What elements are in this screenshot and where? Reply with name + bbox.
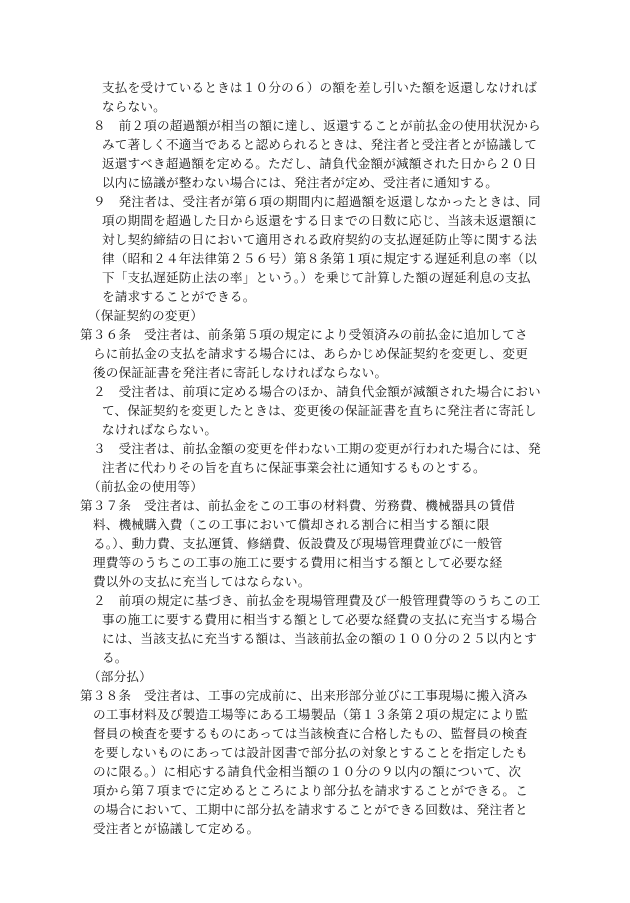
document-body [80,78,552,838]
text-line: 律（昭和２４年法律第２５６号）第８条第１項に規定する遅延利息の率（以 [102,251,537,266]
clause-8-line: ８ 前２項の超過額が相当の額に達し、返還することが前払金の使用状況から [93,118,541,133]
text-line: 事の施工に要する費用に相当する額として必要な経費の支払に充当する場合 [102,612,537,627]
clause-2-line: ２ 前項の規定に基づき、前払金を現場管理費及び一般管理費等のうちこの工 [93,593,541,608]
text-line: て、保証契約を変更したときは、変更後の保証証書を直ちに発注者に寄託し [102,403,537,418]
text-line: らに前払金の支払を請求する場合には、あらかじめ保証契約を変更し、変更 [93,346,528,361]
text-line: る。）、動力費、支払運賃、修繕費、仮設費及び現場管理費並びに一般管 [93,536,503,551]
text-line: 督員の検査を要するものにあっては当該検査に合格したもの、監督員の検査 [93,726,528,741]
text-line: の場合において、工期中に部分払を請求することができる回数は、発注者と [93,802,528,817]
clause-3-line: ３ 受注者は、前払金額の変更を伴わない工期の変更が行われた場合には、発 [93,441,541,456]
text-line: る。 [102,650,128,665]
text-line: 下「支払遅延防止法の率」という。）を乗じて計算した額の遅延利息の支払 [102,270,531,285]
section-heading: （部分払） [88,669,152,684]
text-line: なければならない。 [102,422,218,437]
text-line: を要しないものにあっては設計図書で部分払の対象とすることを指定したも [93,745,528,760]
text-line: 受注者とが協議して定める。 [93,821,260,836]
article-38-line: 第３８条 受注者は、工事の完成前に、出来形部分並びに工事現場に搬入済み [80,688,528,703]
text-line: みて著しく不適当であると認められるときは、発注者と受注者とが協議して [102,137,537,152]
text-line: には、当該支払に充当する額は、当該前払金の額の１００分の２５以内とす [102,631,537,646]
text-line: 以内に協議が整わない場合には、発注者が定め、受注者に通知する。 [102,175,499,190]
text-line: 料、機械購入費（この工事において償却される割合に相当する額に限 [93,517,490,532]
text-line: 注者に代わりその旨を直ちに保証事業会社に通知するものとする。 [102,460,486,475]
clause-9-line: ９ 発注者は、受注者が第６項の期間内に超過額を返還しなかったときは、同 [93,194,541,209]
text-line: のに限る。）に相応する請負代金相当額の１０分の９以内の額について、次 [93,764,522,779]
section-heading: （前払金の使用等） [88,479,204,494]
text-line: を請求することができる。 [102,289,256,304]
text-line: 返還すべき超過額を定める。ただし、請負代金額が減額された日から２０日 [102,156,537,171]
clause-2-line: ２ 受注者は、前項に定める場合のほか、請負代金額が減額された場合におい [93,384,541,399]
text-line: 支払を受けているときは１０分の６）の額を差し引いた額を返還しなければ [102,80,537,95]
text-line: の工事材料及び製造工場等にある工場製品（第１３条第２項の規定により監 [93,707,528,722]
text-line: ならない。 [102,99,166,114]
text-line: 費以外の支払に充当してはならない。 [93,574,311,589]
text-line: 後の保証証書を発注者に寄託しなければならない。 [93,365,388,380]
text-line: 理費等のうちこの工事の施工に要する費用に相当する額として必要な経 [93,555,503,570]
text-line: 項の期間を超過した日から返還をする日までの日数に応じ、当該未返還額に [102,213,537,228]
text-line: 対し契約締結の日において適用される政府契約の支払遅延防止等に関する法 [102,232,537,247]
text-line: 項から第７項までに定めるところにより部分払を請求することができる。こ [93,783,528,798]
section-heading: （保証契約の変更） [88,308,204,323]
article-36-line: 第３６条 受注者は、前条第５項の規定により受領済みの前払金に追加してさ [80,327,528,342]
article-37-line: 第３７条 受注者は、前払金をこの工事の材料費、労務費、機械器具の賃借 [80,498,515,513]
